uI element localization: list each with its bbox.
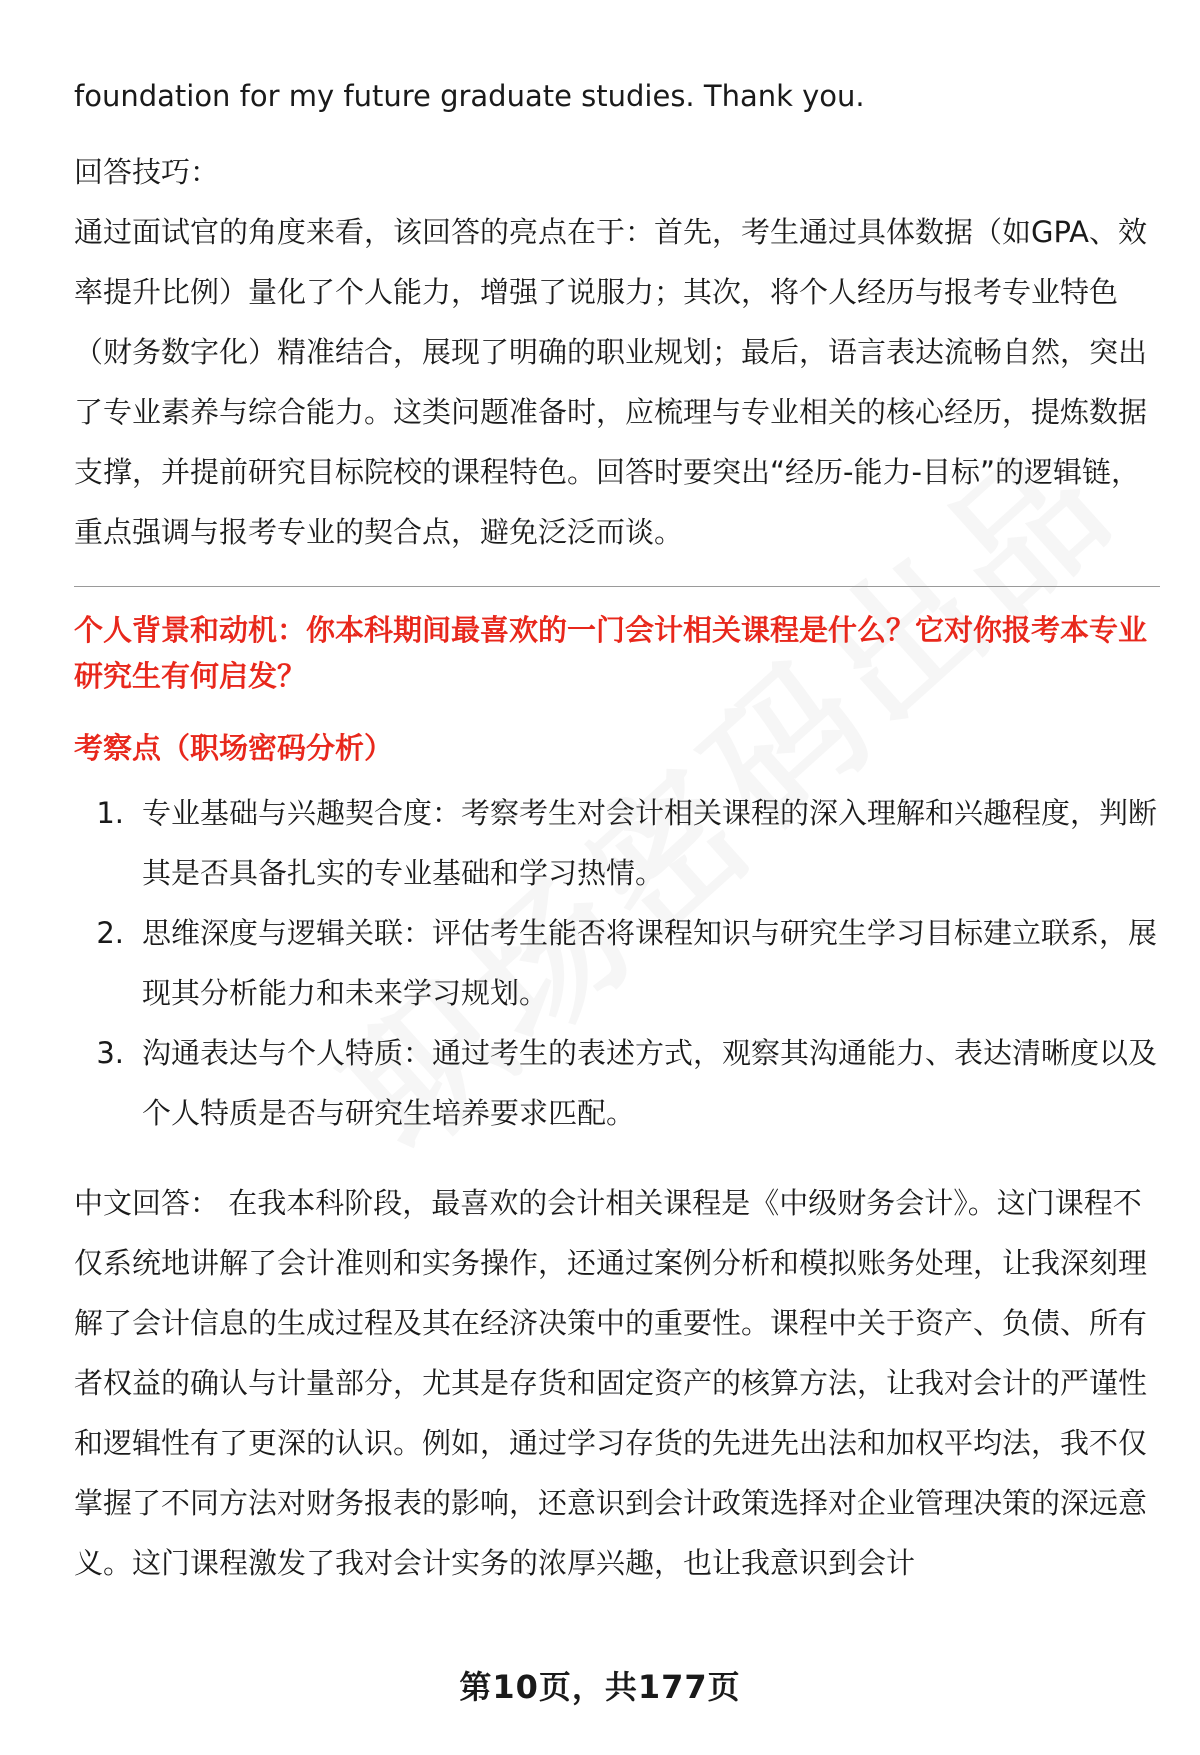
list-item [74, 1023, 1160, 1143]
page-content [74, 66, 1160, 1593]
answer-label: 中文回答： [74, 1186, 220, 1220]
list-item-text: 专业基础与兴趣契合度：考察考生对会计相关课程的深入理解和兴趣程度，判断其是否具备扎实的专业基础和学习热情。 [142, 796, 1158, 890]
tips-label: 回答技巧： [74, 155, 220, 189]
focus-points-list [74, 783, 1160, 1143]
list-item-text: 思维深度与逻辑关联：评估考生能否将课程知识与研究生学习目标建立联系，展现其分析能力和未来学习规划。 [142, 916, 1158, 1010]
page-footer: 第10页，共177页 [459, 1668, 741, 1706]
list-item-number: 3. [96, 1036, 124, 1070]
answer-paragraph [74, 1173, 1160, 1593]
tips-body: 通过面试官的角度来看，该回答的亮点在于：首先，考生通过具体数据（如GPA、效率提升比例）量化了个人能力，增强了说服力；其次，将个人经历与报考专业特色（财务数字化）精准结合，展现了明确的职业规划；最后，语言表达流畅自然，突出了专业素养与综合能力。这类问题准备时，应梳理与专业相关的核心经历，提炼数据支撑，并提前研究目标院校的课程特色。回答时要突出“经历-能力-目标”的逻辑链，重点强调与报考专业的契合点，避免泛泛而谈。 [74, 215, 1148, 549]
section-divider [74, 586, 1160, 587]
list-item-number: 2. [96, 916, 124, 950]
focus-title: 考察点（职场密码分析） [74, 731, 394, 765]
list-item-number: 1. [96, 796, 124, 830]
answer-body: 在我本科阶段，最喜欢的会计相关课程是《中级财务会计》。这门课程不仅系统地讲解了会计准则和实务操作，还通过案例分析和模拟账务处理，让我深刻理解了会计信息的生成过程及其在经济决策中的重要性。课程中关于资产、负债、所有者权益的确认与计量部分，尤其是存货和固定资产的核算方法，让我对会计的严谨性和逻辑性有了更深的认识。例如，通过学习存货的先进先出法和加权平均法，我不仅掌握了不同方法对财务报表的影响，还意识到会计政策选择对企业管理决策的深远意义。这门课程激发了我对会计实务的浓厚兴趣，也让我意识到会计 [74, 1186, 1148, 1580]
carryover-text: foundation for my future graduate studies. Thank you. [74, 79, 865, 113]
question-title: 个人背景和动机：你本科期间最喜欢的一门会计相关课程是什么？它对你报考本专业研究生有何启发？ [74, 613, 1148, 693]
list-item [74, 783, 1160, 903]
list-item [74, 903, 1160, 1023]
list-item-text: 沟通表达与个人特质：通过考生的表述方式，观察其沟通能力、表达清晰度以及个人特质是否与研究生培养要求匹配。 [142, 1036, 1158, 1130]
